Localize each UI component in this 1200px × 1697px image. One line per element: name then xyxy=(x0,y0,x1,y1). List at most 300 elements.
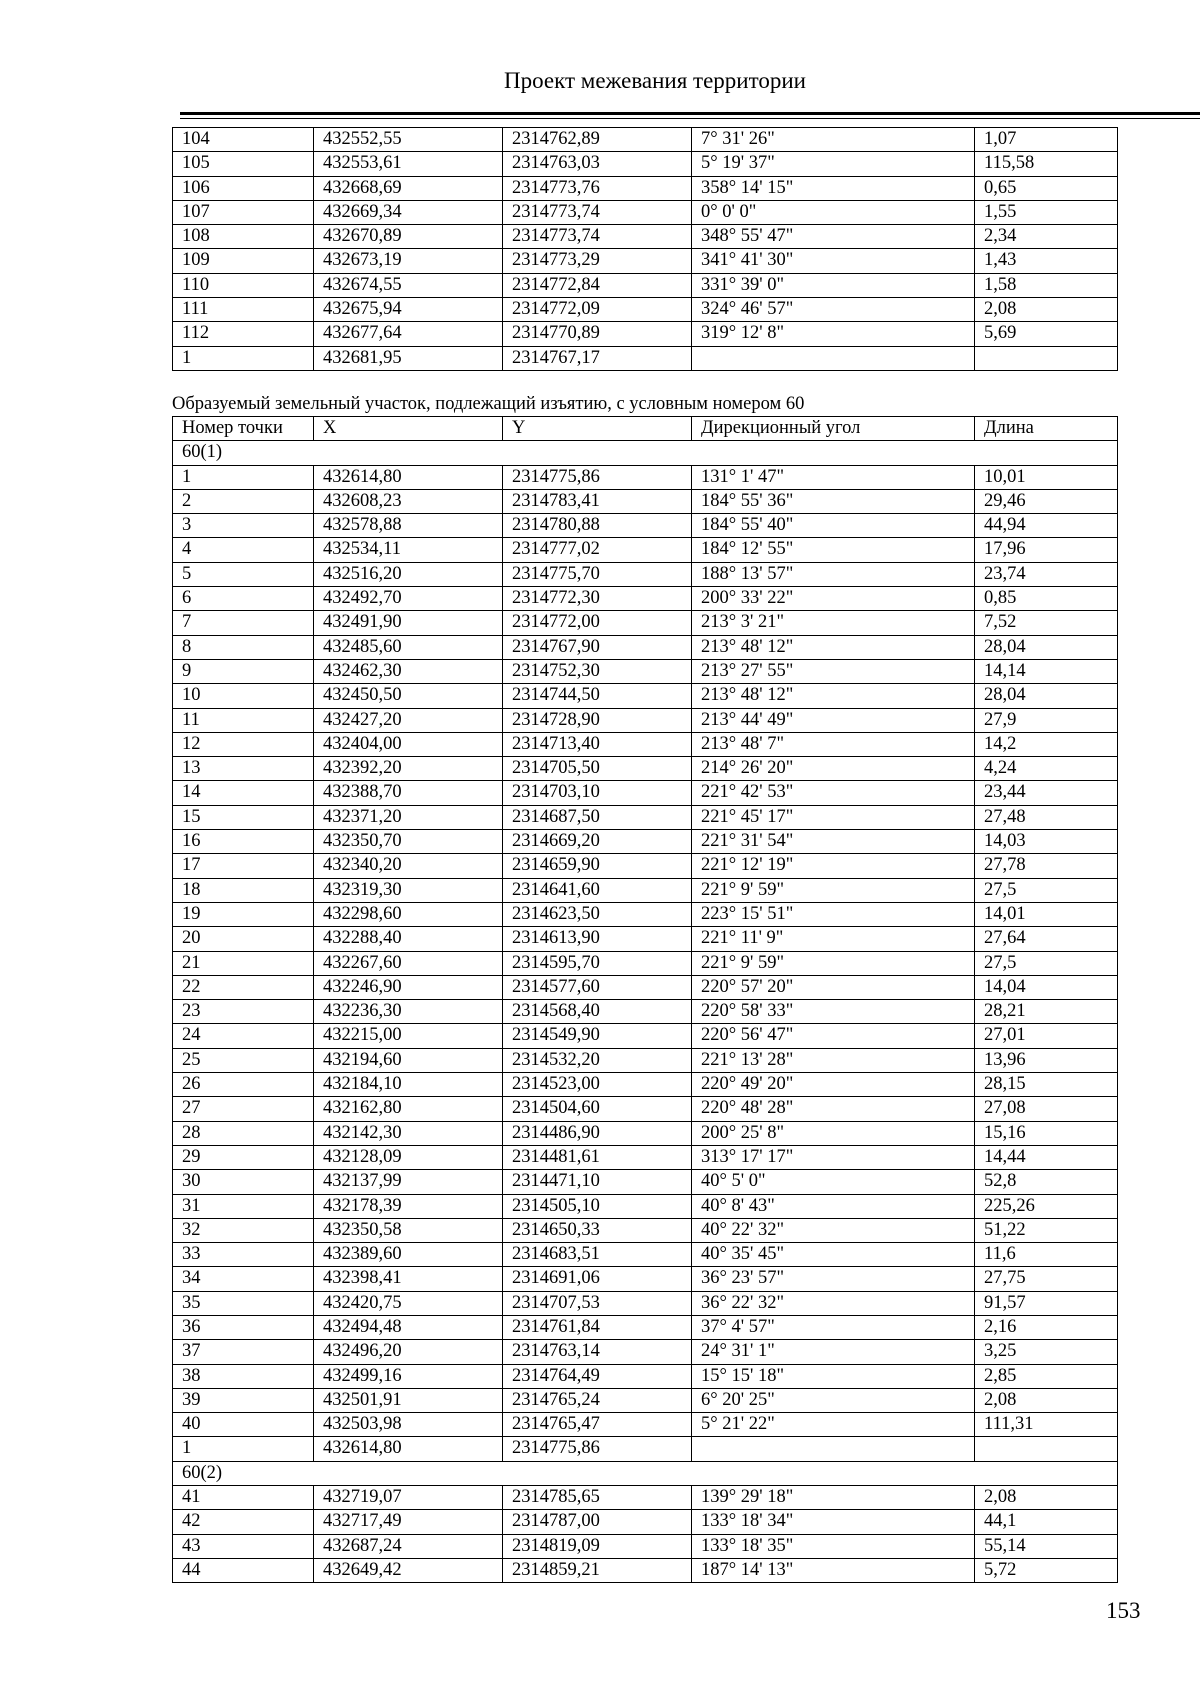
x-cell: 432501,91 xyxy=(314,1388,503,1412)
length-cell: 4,24 xyxy=(975,757,1118,781)
x-cell: 432503,98 xyxy=(314,1413,503,1437)
point-number-cell: 14 xyxy=(173,781,314,805)
bearing-cell: 213° 44' 49" xyxy=(692,708,975,732)
bearing-cell: 348° 55' 47" xyxy=(692,225,975,249)
x-cell: 432404,00 xyxy=(314,732,503,756)
table-row xyxy=(173,1510,1118,1534)
x-cell: 432350,70 xyxy=(314,830,503,854)
bearing-cell: 358° 14' 15" xyxy=(692,176,975,200)
y-cell: 2314787,00 xyxy=(503,1510,692,1534)
y-cell: 2314752,30 xyxy=(503,659,692,683)
header-rule-thick xyxy=(180,112,1200,115)
length-cell: 5,72 xyxy=(975,1558,1118,1582)
length-cell: 29,46 xyxy=(975,489,1118,513)
table-row xyxy=(173,538,1118,562)
x-cell: 432288,40 xyxy=(314,927,503,951)
bearing-cell: 221° 9' 59" xyxy=(692,878,975,902)
x-cell: 432717,49 xyxy=(314,1510,503,1534)
bearing-cell: 213° 48' 12" xyxy=(692,635,975,659)
y-cell: 2314772,30 xyxy=(503,587,692,611)
point-number-cell: 11 xyxy=(173,708,314,732)
y-cell: 2314819,09 xyxy=(503,1534,692,1558)
x-cell: 432215,00 xyxy=(314,1024,503,1048)
y-cell: 2314707,53 xyxy=(503,1291,692,1315)
length-cell: 0,65 xyxy=(975,176,1118,200)
y-cell: 2314532,20 xyxy=(503,1048,692,1072)
parcel-caption: Образуемый земельный участок, подлежащий изъятию, с условным номером 60 xyxy=(172,394,805,414)
x-cell: 432246,90 xyxy=(314,975,503,999)
point-number-cell: 105 xyxy=(173,152,314,176)
table-row xyxy=(173,465,1118,489)
bearing-cell: 220° 58' 33" xyxy=(692,1000,975,1024)
table-row xyxy=(173,1267,1118,1291)
parcel-table-body xyxy=(173,417,1118,1583)
bearing-cell: 221° 9' 59" xyxy=(692,951,975,975)
table-row xyxy=(173,1413,1118,1437)
length-cell: 28,04 xyxy=(975,635,1118,659)
point-number-cell: 25 xyxy=(173,1048,314,1072)
length-cell: 14,14 xyxy=(975,659,1118,683)
bearing-cell: 220° 57' 20" xyxy=(692,975,975,999)
bearing-cell: 221° 42' 53" xyxy=(692,781,975,805)
point-number-cell: 27 xyxy=(173,1097,314,1121)
length-cell: 27,9 xyxy=(975,708,1118,732)
y-cell: 2314669,20 xyxy=(503,830,692,854)
table-row xyxy=(173,732,1118,756)
point-number-cell: 7 xyxy=(173,611,314,635)
length-cell: 14,44 xyxy=(975,1145,1118,1169)
x-cell: 432389,60 xyxy=(314,1243,503,1267)
y-cell: 2314777,02 xyxy=(503,538,692,562)
x-cell: 432681,95 xyxy=(314,346,503,370)
table-row xyxy=(173,489,1118,513)
length-cell: 2,08 xyxy=(975,1486,1118,1510)
length-cell: 14,03 xyxy=(975,830,1118,854)
length-cell: 2,08 xyxy=(975,298,1118,322)
length-cell: 13,96 xyxy=(975,1048,1118,1072)
point-number-cell: 3 xyxy=(173,514,314,538)
point-number-cell: 23 xyxy=(173,1000,314,1024)
y-cell: 2314481,61 xyxy=(503,1145,692,1169)
y-cell: 2314505,10 xyxy=(503,1194,692,1218)
point-number-cell: 10 xyxy=(173,684,314,708)
table-row xyxy=(173,322,1118,346)
length-cell: 28,04 xyxy=(975,684,1118,708)
point-number-cell: 8 xyxy=(173,635,314,659)
header-point-number: Номер точки xyxy=(173,417,314,441)
header-bearing: Дирекционный угол xyxy=(692,417,975,441)
length-cell: 27,5 xyxy=(975,951,1118,975)
bearing-cell: 133° 18' 35" xyxy=(692,1534,975,1558)
table-row xyxy=(173,128,1118,152)
y-cell: 2314504,60 xyxy=(503,1097,692,1121)
x-cell: 432194,60 xyxy=(314,1048,503,1072)
y-cell: 2314783,41 xyxy=(503,489,692,513)
bearing-cell: 220° 56' 47" xyxy=(692,1024,975,1048)
point-number-cell: 110 xyxy=(173,273,314,297)
point-number-cell: 12 xyxy=(173,732,314,756)
bearing-cell: 319° 12' 8" xyxy=(692,322,975,346)
x-cell: 432675,94 xyxy=(314,298,503,322)
x-cell: 432450,50 xyxy=(314,684,503,708)
section-label: 60(2) xyxy=(173,1461,1118,1485)
bearing-cell: 187° 14' 13" xyxy=(692,1558,975,1582)
x-cell: 432669,34 xyxy=(314,200,503,224)
y-cell: 2314775,86 xyxy=(503,465,692,489)
length-cell: 17,96 xyxy=(975,538,1118,562)
table-row xyxy=(173,514,1118,538)
y-cell: 2314773,74 xyxy=(503,225,692,249)
y-cell: 2314859,21 xyxy=(503,1558,692,1582)
bearing-cell: 200° 25' 8" xyxy=(692,1121,975,1145)
y-cell: 2314763,03 xyxy=(503,152,692,176)
length-cell: 27,01 xyxy=(975,1024,1118,1048)
length-cell xyxy=(975,1437,1118,1461)
x-cell: 432388,70 xyxy=(314,781,503,805)
length-cell: 11,6 xyxy=(975,1243,1118,1267)
x-cell: 432578,88 xyxy=(314,514,503,538)
point-number-cell: 109 xyxy=(173,249,314,273)
table-row xyxy=(173,1558,1118,1582)
table-row xyxy=(173,951,1118,975)
point-number-cell: 4 xyxy=(173,538,314,562)
length-cell: 3,25 xyxy=(975,1340,1118,1364)
table-header-row xyxy=(173,417,1118,441)
header-rule-thin xyxy=(180,118,1200,119)
section-label: 60(1) xyxy=(173,441,1118,465)
coordinates-table-body xyxy=(173,128,1118,371)
point-number-cell: 38 xyxy=(173,1364,314,1388)
table-row xyxy=(173,1437,1118,1461)
table-row xyxy=(173,635,1118,659)
y-cell: 2314577,60 xyxy=(503,975,692,999)
point-number-cell: 1 xyxy=(173,346,314,370)
x-cell: 432398,41 xyxy=(314,1267,503,1291)
table-row xyxy=(173,757,1118,781)
coordinates-table-continued xyxy=(172,127,1118,371)
bearing-cell: 184° 55' 36" xyxy=(692,489,975,513)
y-cell: 2314703,10 xyxy=(503,781,692,805)
length-cell: 2,85 xyxy=(975,1364,1118,1388)
y-cell: 2314770,89 xyxy=(503,322,692,346)
x-cell: 432553,61 xyxy=(314,152,503,176)
x-cell: 432496,20 xyxy=(314,1340,503,1364)
bearing-cell: 213° 3' 21" xyxy=(692,611,975,635)
y-cell: 2314683,51 xyxy=(503,1243,692,1267)
point-number-cell: 35 xyxy=(173,1291,314,1315)
y-cell: 2314691,06 xyxy=(503,1267,692,1291)
page-number: 153 xyxy=(1106,1598,1141,1623)
point-number-cell: 39 xyxy=(173,1388,314,1412)
y-cell: 2314775,86 xyxy=(503,1437,692,1461)
length-cell: 27,64 xyxy=(975,927,1118,951)
x-cell: 432184,10 xyxy=(314,1073,503,1097)
point-number-cell: 26 xyxy=(173,1073,314,1097)
point-number-cell: 1 xyxy=(173,465,314,489)
point-number-cell: 108 xyxy=(173,225,314,249)
length-cell: 1,43 xyxy=(975,249,1118,273)
table-row xyxy=(173,1291,1118,1315)
point-number-cell: 37 xyxy=(173,1340,314,1364)
table-row xyxy=(173,684,1118,708)
bearing-cell: 221° 11' 9" xyxy=(692,927,975,951)
bearing-cell: 40° 5' 0" xyxy=(692,1170,975,1194)
bearing-cell: 324° 46' 57" xyxy=(692,298,975,322)
page-header-title: Проект межевания территории xyxy=(504,68,806,93)
y-cell: 2314549,90 xyxy=(503,1024,692,1048)
length-cell: 44,94 xyxy=(975,514,1118,538)
bearing-cell: 221° 13' 28" xyxy=(692,1048,975,1072)
bearing-cell: 221° 31' 54" xyxy=(692,830,975,854)
x-cell: 432392,20 xyxy=(314,757,503,781)
x-cell: 432162,80 xyxy=(314,1097,503,1121)
length-cell: 28,21 xyxy=(975,1000,1118,1024)
length-cell: 27,5 xyxy=(975,878,1118,902)
table-row xyxy=(173,1024,1118,1048)
x-cell: 432137,99 xyxy=(314,1170,503,1194)
length-cell: 27,75 xyxy=(975,1267,1118,1291)
x-cell: 432298,60 xyxy=(314,902,503,926)
length-cell: 14,01 xyxy=(975,902,1118,926)
table-row xyxy=(173,1097,1118,1121)
table-row xyxy=(173,659,1118,683)
bearing-cell: 15° 15' 18" xyxy=(692,1364,975,1388)
y-cell: 2314767,17 xyxy=(503,346,692,370)
point-number-cell: 111 xyxy=(173,298,314,322)
table-row xyxy=(173,562,1118,586)
point-number-cell: 34 xyxy=(173,1267,314,1291)
bearing-cell: 133° 18' 34" xyxy=(692,1510,975,1534)
table-row xyxy=(173,1048,1118,1072)
length-cell: 1,58 xyxy=(975,273,1118,297)
bearing-cell: 341° 41' 30" xyxy=(692,249,975,273)
table-row xyxy=(173,708,1118,732)
x-cell: 432668,69 xyxy=(314,176,503,200)
bearing-cell: 188° 13' 57" xyxy=(692,562,975,586)
bearing-cell xyxy=(692,1437,975,1461)
length-cell: 2,16 xyxy=(975,1315,1118,1339)
length-cell: 23,74 xyxy=(975,562,1118,586)
point-number-cell: 9 xyxy=(173,659,314,683)
point-number-cell: 21 xyxy=(173,951,314,975)
bearing-cell: 24° 31' 1" xyxy=(692,1340,975,1364)
length-cell: 2,34 xyxy=(975,225,1118,249)
y-cell: 2314772,09 xyxy=(503,298,692,322)
table-row xyxy=(173,927,1118,951)
y-cell: 2314765,24 xyxy=(503,1388,692,1412)
point-number-cell: 28 xyxy=(173,1121,314,1145)
bearing-cell: 37° 4' 57" xyxy=(692,1315,975,1339)
bearing-cell: 220° 49' 20" xyxy=(692,1073,975,1097)
y-cell: 2314713,40 xyxy=(503,732,692,756)
x-cell: 432673,19 xyxy=(314,249,503,273)
length-cell: 115,58 xyxy=(975,152,1118,176)
table-row xyxy=(173,225,1118,249)
point-number-cell: 32 xyxy=(173,1218,314,1242)
point-number-cell: 24 xyxy=(173,1024,314,1048)
x-cell: 432462,30 xyxy=(314,659,503,683)
table-row xyxy=(173,587,1118,611)
point-number-cell: 41 xyxy=(173,1486,314,1510)
y-cell: 2314773,76 xyxy=(503,176,692,200)
bearing-cell: 36° 22' 32" xyxy=(692,1291,975,1315)
y-cell: 2314705,50 xyxy=(503,757,692,781)
table-row xyxy=(173,249,1118,273)
y-cell: 2314772,00 xyxy=(503,611,692,635)
length-cell xyxy=(975,346,1118,370)
length-cell: 1,07 xyxy=(975,128,1118,152)
x-cell: 432128,09 xyxy=(314,1145,503,1169)
x-cell: 432677,64 xyxy=(314,322,503,346)
length-cell: 0,85 xyxy=(975,587,1118,611)
table-row xyxy=(173,854,1118,878)
table-row xyxy=(173,1170,1118,1194)
x-cell: 432608,23 xyxy=(314,489,503,513)
point-number-cell: 30 xyxy=(173,1170,314,1194)
table-row xyxy=(173,1218,1118,1242)
bearing-cell: 213° 27' 55" xyxy=(692,659,975,683)
y-cell: 2314523,00 xyxy=(503,1073,692,1097)
bearing-cell: 36° 23' 57" xyxy=(692,1267,975,1291)
bearing-cell: 5° 21' 22" xyxy=(692,1413,975,1437)
point-number-cell: 31 xyxy=(173,1194,314,1218)
length-cell: 27,08 xyxy=(975,1097,1118,1121)
section-row xyxy=(173,441,1118,465)
length-cell: 225,26 xyxy=(975,1194,1118,1218)
length-cell: 7,52 xyxy=(975,611,1118,635)
length-cell: 55,14 xyxy=(975,1534,1118,1558)
length-cell: 2,08 xyxy=(975,1388,1118,1412)
point-number-cell: 40 xyxy=(173,1413,314,1437)
point-number-cell: 18 xyxy=(173,878,314,902)
table-row xyxy=(173,1388,1118,1412)
y-cell: 2314568,40 xyxy=(503,1000,692,1024)
y-cell: 2314775,70 xyxy=(503,562,692,586)
point-number-cell: 6 xyxy=(173,587,314,611)
y-cell: 2314687,50 xyxy=(503,805,692,829)
point-number-cell: 104 xyxy=(173,128,314,152)
bearing-cell: 313° 17' 17" xyxy=(692,1145,975,1169)
table-row xyxy=(173,878,1118,902)
y-cell: 2314613,90 xyxy=(503,927,692,951)
x-cell: 432614,80 xyxy=(314,1437,503,1461)
bearing-cell: 0° 0' 0" xyxy=(692,200,975,224)
x-cell: 432319,30 xyxy=(314,878,503,902)
x-cell: 432371,20 xyxy=(314,805,503,829)
x-cell: 432516,20 xyxy=(314,562,503,586)
bearing-cell: 6° 20' 25" xyxy=(692,1388,975,1412)
bearing-cell: 223° 15' 51" xyxy=(692,902,975,926)
point-number-cell: 5 xyxy=(173,562,314,586)
y-cell: 2314659,90 xyxy=(503,854,692,878)
point-number-cell: 44 xyxy=(173,1558,314,1582)
table-row xyxy=(173,805,1118,829)
table-row xyxy=(173,1121,1118,1145)
y-cell: 2314623,50 xyxy=(503,902,692,926)
y-cell: 2314728,90 xyxy=(503,708,692,732)
length-cell: 51,22 xyxy=(975,1218,1118,1242)
bearing-cell: 184° 12' 55" xyxy=(692,538,975,562)
x-cell: 432534,11 xyxy=(314,538,503,562)
table-row xyxy=(173,200,1118,224)
x-cell: 432267,60 xyxy=(314,951,503,975)
y-cell: 2314785,65 xyxy=(503,1486,692,1510)
bearing-cell: 40° 22' 32" xyxy=(692,1218,975,1242)
y-cell: 2314744,50 xyxy=(503,684,692,708)
bearing-cell: 40° 35' 45" xyxy=(692,1243,975,1267)
point-number-cell: 43 xyxy=(173,1534,314,1558)
bearing-cell: 131° 1' 47" xyxy=(692,465,975,489)
x-cell: 432492,70 xyxy=(314,587,503,611)
table-row xyxy=(173,1364,1118,1388)
table-row xyxy=(173,1534,1118,1558)
bearing-cell: 184° 55' 40" xyxy=(692,514,975,538)
y-cell: 2314486,90 xyxy=(503,1121,692,1145)
x-cell: 432427,20 xyxy=(314,708,503,732)
point-number-cell: 20 xyxy=(173,927,314,951)
point-number-cell: 19 xyxy=(173,902,314,926)
point-number-cell: 13 xyxy=(173,757,314,781)
table-row xyxy=(173,611,1118,635)
point-number-cell: 1 xyxy=(173,1437,314,1461)
bearing-cell: 7° 31' 26" xyxy=(692,128,975,152)
point-number-cell: 36 xyxy=(173,1315,314,1339)
x-cell: 432485,60 xyxy=(314,635,503,659)
length-cell: 28,15 xyxy=(975,1073,1118,1097)
y-cell: 2314773,29 xyxy=(503,249,692,273)
x-cell: 432491,90 xyxy=(314,611,503,635)
y-cell: 2314650,33 xyxy=(503,1218,692,1242)
bearing-cell: 40° 8' 43" xyxy=(692,1194,975,1218)
x-cell: 432350,58 xyxy=(314,1218,503,1242)
y-cell: 2314471,10 xyxy=(503,1170,692,1194)
bearing-cell: 331° 39' 0" xyxy=(692,273,975,297)
bearing-cell: 221° 45' 17" xyxy=(692,805,975,829)
table-row xyxy=(173,1145,1118,1169)
x-cell: 432494,48 xyxy=(314,1315,503,1339)
y-cell: 2314772,84 xyxy=(503,273,692,297)
point-number-cell: 17 xyxy=(173,854,314,878)
x-cell: 432687,24 xyxy=(314,1534,503,1558)
length-cell: 14,04 xyxy=(975,975,1118,999)
length-cell: 27,48 xyxy=(975,805,1118,829)
y-cell: 2314780,88 xyxy=(503,514,692,538)
bearing-cell: 5° 19' 37" xyxy=(692,152,975,176)
x-cell: 432142,30 xyxy=(314,1121,503,1145)
length-cell: 5,69 xyxy=(975,322,1118,346)
y-cell: 2314773,74 xyxy=(503,200,692,224)
length-cell: 52,8 xyxy=(975,1170,1118,1194)
table-row xyxy=(173,176,1118,200)
x-cell: 432552,55 xyxy=(314,128,503,152)
y-cell: 2314764,49 xyxy=(503,1364,692,1388)
bearing-cell: 221° 12' 19" xyxy=(692,854,975,878)
x-cell: 432499,16 xyxy=(314,1364,503,1388)
point-number-cell: 106 xyxy=(173,176,314,200)
header-x: X xyxy=(314,417,503,441)
length-cell: 111,31 xyxy=(975,1413,1118,1437)
bearing-cell: 213° 48' 12" xyxy=(692,684,975,708)
table-row xyxy=(173,1073,1118,1097)
table-row xyxy=(173,273,1118,297)
y-cell: 2314763,14 xyxy=(503,1340,692,1364)
table-row xyxy=(173,1000,1118,1024)
table-row xyxy=(173,830,1118,854)
x-cell: 432670,89 xyxy=(314,225,503,249)
y-cell: 2314765,47 xyxy=(503,1413,692,1437)
x-cell: 432674,55 xyxy=(314,273,503,297)
length-cell: 23,44 xyxy=(975,781,1118,805)
